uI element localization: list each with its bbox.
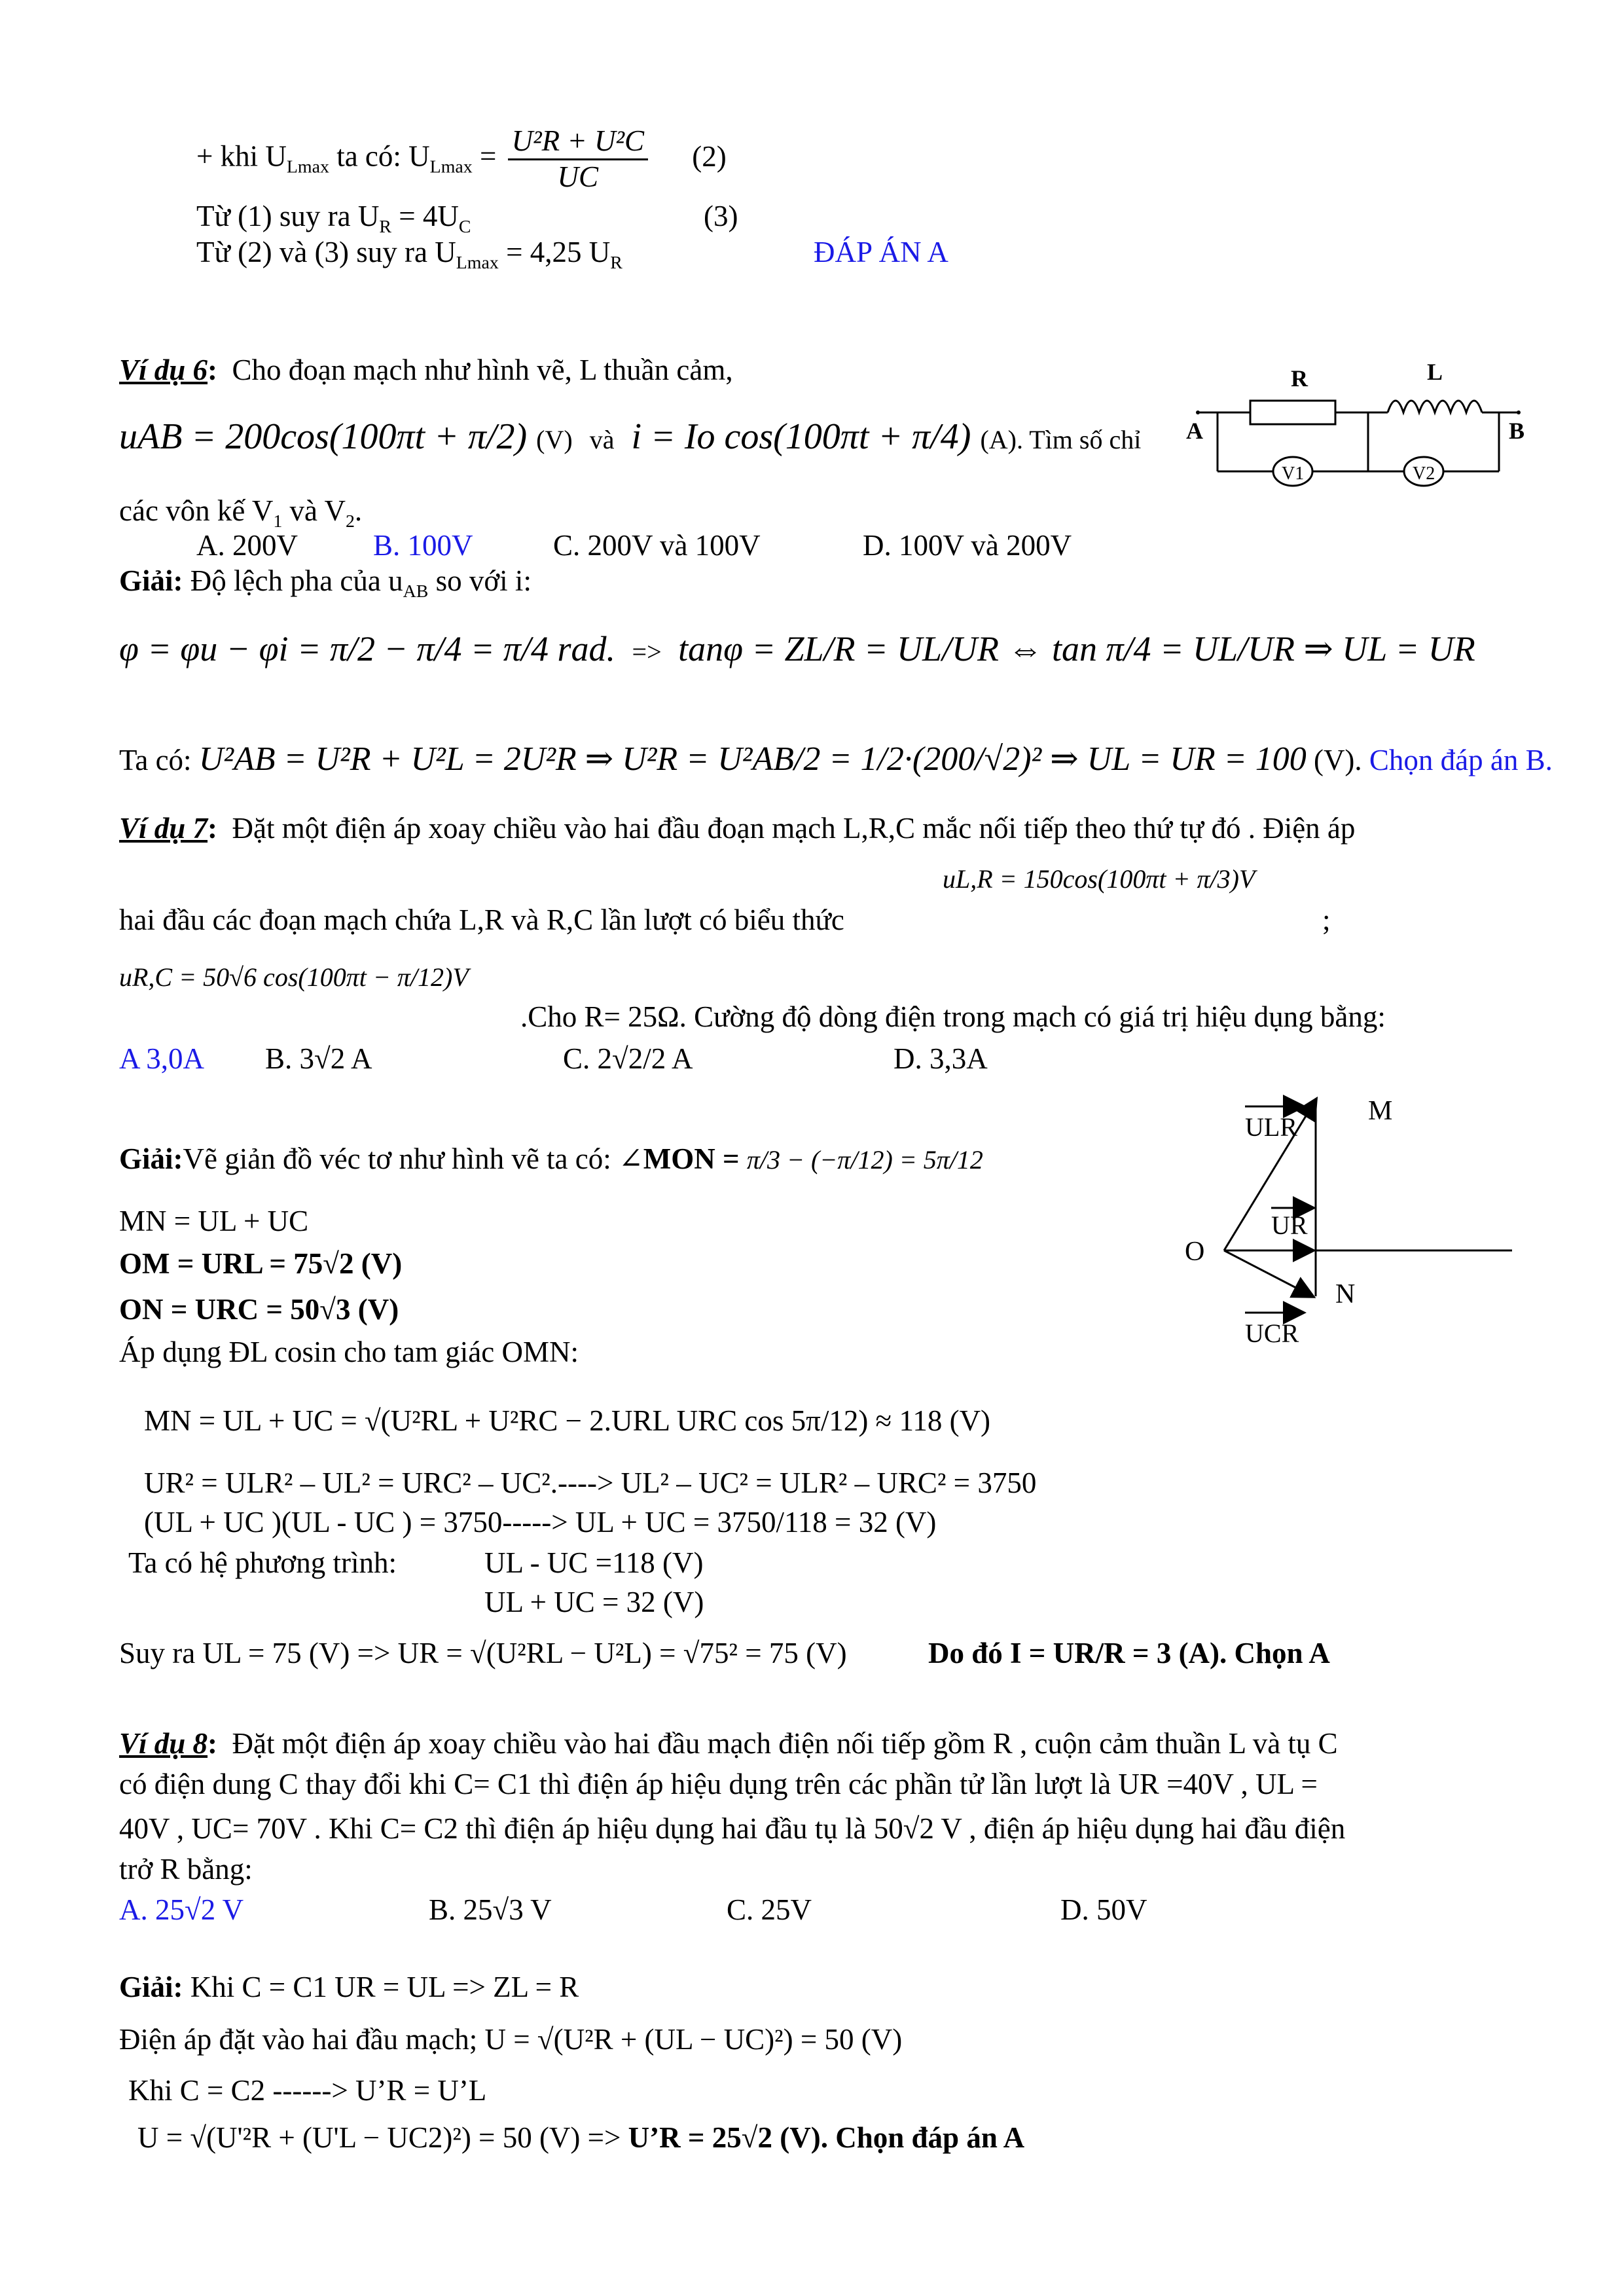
vd7-om: OM = URL = 75√2 (V) [119,1247,403,1280]
vd6-giai: Giải: Độ lệch pha của $u_{AB}$ so với i: [119,564,532,602]
label-v2: V2 [1413,464,1435,484]
vd7-suyra: Suy ra UL = 75 (V) => UR = √(U²RL − U²L) = √75² = 75 (V) [119,1637,847,1669]
vd8-text3: 40V , UC= 70V . Khi C= C2 thì điện áp hiệu dụng hai đầu tụ là 50√2 V , điện áp hiệu dụng hai đầu điện [119,1812,1346,1845]
vd8-option-a: A. 25√2 V [119,1893,244,1926]
vd8-text2: có điện dung C thay đổi khi C= C1 thì điện áp hiệu dụng trên các phần tử lần lượt là UR =40V , UL = [119,1768,1318,1800]
vd7-option-a: A 3,0A [119,1042,205,1075]
vd6-option-c: C. 200V và 100V [553,529,761,562]
vd7-giai: Giải:Vẽ giản đồ véc tơ như hình vẽ ta có: ∠MON = π/3 − (−π/12) = 5π/12 [119,1142,983,1175]
vd6-cont: các vôn kế $V_1$ và $V_2$. [119,494,363,532]
vd7-apdung: Áp dụng ĐL cosin cho tam giác OMN: [119,1336,579,1368]
label-ulr: ULR [1245,1112,1297,1142]
vd6-option-a: A. 200V [196,529,298,562]
vd7-text2: hai đầu các đoạn mạch chứa L,R và R,C lần lượt có biểu thức [119,903,844,936]
circuit-diagram [1178,354,1532,511]
vd8-option-d: D. 50V [1060,1893,1147,1926]
vd7-conclusion: Do đó I = UR/R = 3 (A). Chọn A [928,1637,1330,1669]
label-l: L [1427,359,1443,385]
vd6-choose: Chọn đáp án B. [1369,744,1553,776]
vd8-giai3: Khi C = C2 ------> U’R = U’L [128,2074,487,2107]
tu1-line: Từ (1) suy ra $U_R = 4U_C$ [196,200,471,237]
vd6-formula-i: i = Io cos(100πt + π/4) [631,416,971,457]
vd8-title: Ví dụ 8 [119,1727,208,1760]
vd8-giai1: Giải: Khi C = C1 UR = UL => ZL = R [119,1971,579,2003]
label-m: M [1368,1096,1393,1126]
vd6-title: Ví dụ 6 [119,354,208,386]
inductor-coil [1388,401,1482,412]
vd6-option-b: B. 100V [373,529,473,562]
vd7-text3: .Cho R= 25Ω. Cường độ dòng điện trong mạch có giá trị hiệu dụng bằng: [520,1000,1386,1033]
label-v1: V1 [1282,464,1305,484]
label-ur: UR [1271,1211,1308,1240]
vd6-formula-line: uAB = 200cos(100πt + π/2) (V) và i = Io cos(100πt + π/4) (A). Tìm số chỉ [119,416,1142,457]
vd8-intro: Ví dụ 8: Đặt một điện áp xoay chiều vào hai đầu mạch điện nối tiếp gồm R , cuộn cảm thuần L và tụ C [119,1727,1338,1760]
vd7-ulc: (UL + UC )(UL - UC ) = 3750-----> UL + UC = 3750/118 = 32 (V) [144,1506,937,1539]
label-a: A [1186,418,1203,444]
vd8-option-c: C. 25V [727,1893,812,1926]
vd7-formula-lr: uL,R = 150cos(100πt + π/3)V [943,864,1255,894]
answer-a-top: ĐÁP ÁN A [814,236,948,268]
vd7-option-c: C. 2√2/2 A [563,1042,693,1075]
vector-ucr [1224,1250,1312,1296]
vd8-option-b: B. 25√3 V [429,1893,552,1926]
tu1-tag: (3) [704,200,738,232]
vd6-intro: Ví dụ 6: Cho đoạn mạch như hình vẽ, L thuần cảm, [119,354,733,386]
vd7-option-d: D. 3,3A [893,1042,988,1075]
vd7-semicolon: ; [1322,903,1331,936]
label-r: R [1291,365,1308,392]
vd7-hpt1: UL - UC =118 (V) [484,1546,704,1579]
vd7-hpt: Ta có hệ phương trình: [128,1546,397,1579]
vd7-intro: Ví dụ 7: Đặt một điện áp xoay chiều vào hai đầu đoạn mạch L,R,C mắc nối tiếp theo thứ tự đó . Điện áp [119,812,1356,845]
label-o: O [1185,1237,1205,1267]
vd7-mn-eq: MN = UL + UC = √(U²RL + U²RC − 2.URL URC cos 5π/12) ≈ 118 (V) [144,1404,991,1437]
label-ucr: UCR [1245,1319,1299,1348]
vector-diagram [1172,1074,1538,1362]
vd8-text4: trở R bằng: [119,1853,253,1886]
umax-line: + khi $U_{Lmax}$ ta có: $U_{Lmax}$ = $\frac{\text{U²R + U²C}}{UC}$ (2) [196,124,727,193]
vd7-title: Ví dụ 7 [119,812,208,845]
resistor [1250,401,1335,424]
vd7-on: ON = URC = 50√3 (V) [119,1293,399,1326]
vd7-formula-rc: uR,C = 50√6 cos(100πt − π/12)V [119,962,469,992]
umax-fraction: $\frac{\text{U²R + U²C}}{UC}$ [508,124,648,194]
vd6-main-line: Ta có: U²AB = U²R + U²L = 2U²R ⇒ U²R = U²AB/2 = 1/2·(200/√2)² ⇒ UL = UR = 100 (V). Chọn đáp án B. [119,740,1553,778]
tu2-line: Từ (2) và (3) suy ra $U_{Lmax} = 4,25$ $U_R$ [196,236,623,273]
vd6-phase-line: φ = φu − φi = π/2 − π/4 = π/4 rad. => tanφ = ZL/R = UL/UR ⇔ tan π/4 = UL/UR ⇒ UL = UR [119,629,1475,668]
vd7-option-b: B. 3√2 A [265,1042,372,1075]
vd7-mn: MN = UL + UC [119,1205,309,1237]
vd7-hpt2: UL + UC = 32 (V) [484,1586,704,1618]
vd6-formula-u: uAB = 200cos(100πt + π/2) [119,416,528,457]
vd7-ur2: UR² = ULR² – UL² = URC² – UC².----> UL² – UC² = ULR² – URC² = 3750 [144,1467,1037,1499]
vd8-giai4: U = √(U'²R + (U'L − UC2)²) = 50 (V) => U’R = 25√2 (V). Chọn đáp án A [137,2121,1025,2154]
label-n: N [1335,1279,1356,1309]
vd8-giai2: Điện áp đặt vào hai đầu mạch; U = √(U²R + (UL − UC)²) = 50 (V) [119,2023,903,2056]
vd6-option-d: D. 100V và 200V [863,529,1072,562]
label-b: B [1509,418,1525,444]
